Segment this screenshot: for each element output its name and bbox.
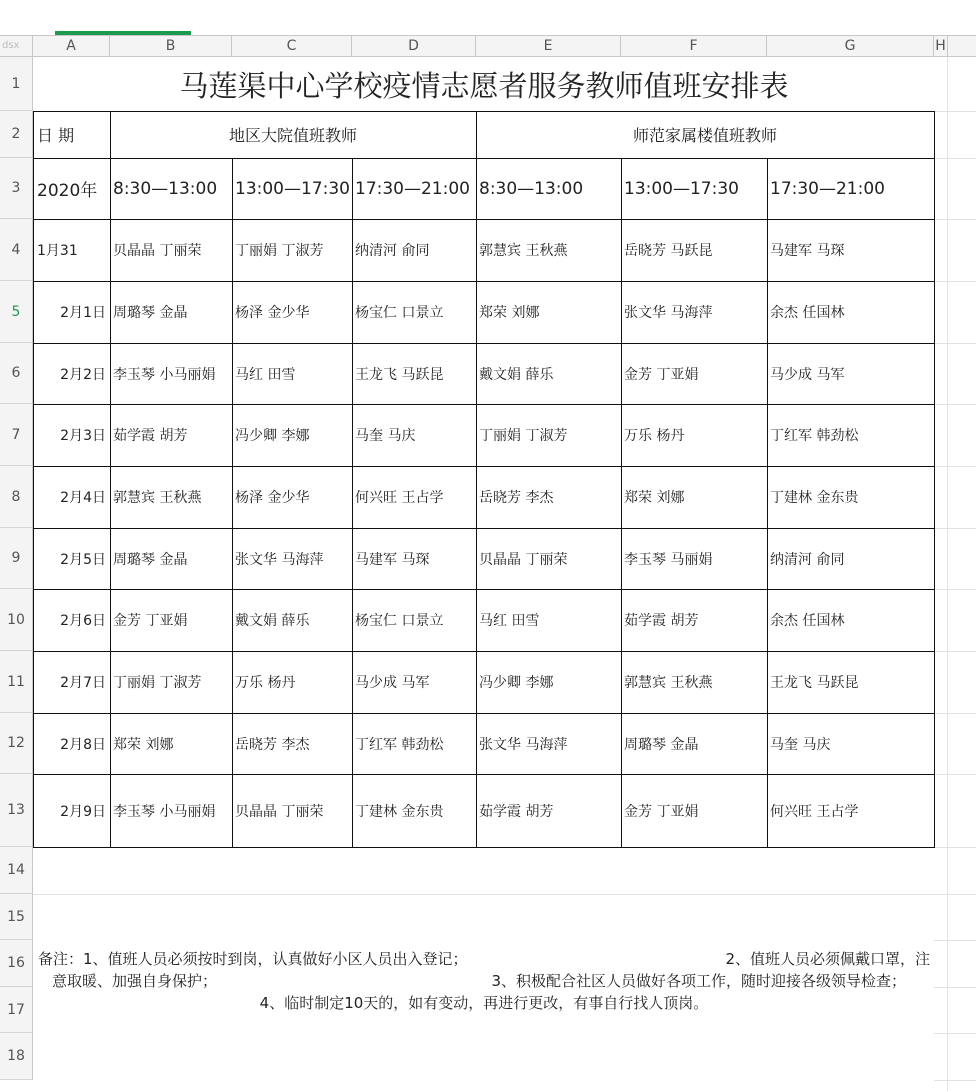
row-header[interactable]: 12: [0, 713, 33, 774]
shift-header[interactable]: 13:00—17:30: [235, 178, 350, 199]
duty-cell[interactable]: 张文华 马海萍: [235, 551, 324, 568]
cell-border: [33, 713, 935, 714]
row-header[interactable]: 2: [0, 111, 33, 158]
remark-line: 3、积极配合社区人员做好各项工作，随时迎接各级领导检查；: [491, 972, 906, 990]
date-cell[interactable]: 2月6日: [60, 613, 106, 629]
gridline: [934, 404, 976, 405]
cell-border: [33, 589, 935, 590]
gridline: [934, 111, 976, 112]
duty-cell[interactable]: 马少成 马军: [770, 366, 845, 383]
duty-cell[interactable]: 郑荣 刘娜: [624, 490, 685, 506]
cell-border: [352, 158, 353, 848]
duty-cell[interactable]: 李玉琴 小马丽娟: [113, 803, 216, 820]
row-header[interactable]: 4: [0, 219, 33, 281]
remark-line: 意取暖、加强自身保护；: [52, 972, 218, 990]
duty-cell[interactable]: 余杰 任国林: [770, 613, 845, 629]
cell-border: [476, 111, 477, 848]
row-header[interactable]: 11: [0, 651, 33, 713]
row-header[interactable]: 7: [0, 404, 33, 466]
duty-cell[interactable]: 周璐琴 金晶: [113, 305, 188, 321]
gridline: [934, 343, 976, 344]
gridline: [934, 281, 976, 282]
gridline: [934, 651, 976, 652]
duty-cell[interactable]: 岳晓芳 李杰: [235, 736, 310, 753]
date-cell[interactable]: 2月1日: [60, 305, 106, 321]
duty-cell[interactable]: 岳晓芳 李杰: [479, 490, 554, 506]
duty-cell[interactable]: 马红 田雪: [235, 366, 296, 383]
column-header-bar: [0, 35, 976, 57]
duty-cell[interactable]: 丁建林 金东贵: [770, 490, 859, 506]
duty-cell[interactable]: 王龙飞 马跃昆: [770, 675, 859, 691]
row-header[interactable]: 17: [0, 987, 33, 1033]
duty-cell[interactable]: 马少成 马军: [355, 675, 430, 691]
gridline: [934, 1080, 976, 1081]
duty-cell[interactable]: 冯少卿 李娜: [479, 675, 554, 691]
cell-border: [33, 651, 935, 652]
row-header-active[interactable]: 5: [0, 281, 33, 343]
column-header-e[interactable]: E: [476, 36, 621, 56]
gridline: [934, 1033, 976, 1034]
duty-cell[interactable]: 郭慧宾 王秋燕: [624, 675, 713, 691]
duty-cell[interactable]: 丁丽娟 丁淑芳: [479, 428, 568, 444]
remark-line: 备注：1、值班人员必须按时到岗，认真做好小区人员出入登记；: [38, 950, 468, 968]
shift-header[interactable]: 8:30—13:00: [479, 178, 584, 199]
duty-cell[interactable]: 万乐 杨丹: [235, 675, 296, 691]
group-header-dorm[interactable]: 师范家属楼值班教师: [632, 126, 777, 145]
row-header[interactable]: 14: [0, 847, 33, 894]
row-header[interactable]: 9: [0, 528, 33, 589]
duty-cell[interactable]: 王龙飞 马跃昆: [355, 366, 444, 383]
row-header[interactable]: 3: [0, 158, 33, 219]
duty-cell[interactable]: 郭慧宾 王秋燕: [113, 490, 202, 506]
gridline: [33, 894, 934, 895]
gridline: [934, 466, 976, 467]
duty-cell[interactable]: 马建军 马琛: [355, 551, 430, 568]
cell-border: [33, 528, 935, 529]
row-header[interactable]: 16: [0, 940, 33, 987]
duty-cell[interactable]: 纳清河 俞同: [770, 551, 845, 568]
duty-cell[interactable]: 杨宝仁 口景立: [355, 305, 444, 321]
row-header[interactable]: 1: [0, 57, 33, 111]
gridline: [934, 158, 976, 159]
duty-cell[interactable]: 杨泽 金少华: [235, 305, 310, 321]
remark-line: 2、值班人员必须佩戴口罩，注: [725, 950, 930, 968]
row-header[interactable]: 6: [0, 343, 33, 404]
shift-header[interactable]: 17:30—21:00: [770, 178, 885, 199]
duty-cell[interactable]: 丁丽娟 丁淑芳: [235, 243, 324, 259]
cell-border: [934, 111, 935, 848]
duty-cell[interactable]: 戴文娟 薛乐: [479, 366, 554, 383]
shift-header[interactable]: 13:00—17:30: [624, 178, 739, 199]
row-header[interactable]: 13: [0, 774, 33, 847]
gridline: [934, 589, 976, 590]
duty-cell[interactable]: 冯少卿 李娜: [235, 428, 310, 444]
duty-cell[interactable]: 何兴旺 王占学: [355, 490, 444, 506]
cell-border: [621, 158, 622, 848]
duty-cell[interactable]: 周璐琴 金晶: [624, 736, 699, 753]
duty-cell[interactable]: 郑荣 刘娜: [479, 305, 540, 321]
duty-cell[interactable]: 岳晓芳 马跃昆: [624, 243, 713, 259]
duty-cell[interactable]: 张文华 马海萍: [479, 736, 568, 753]
cell-border: [33, 158, 935, 159]
gridline: [934, 987, 976, 988]
duty-cell[interactable]: 纳清河 俞同: [355, 243, 430, 259]
year-cell[interactable]: 2020年: [37, 181, 98, 201]
duty-cell[interactable]: 何兴旺 王占学: [770, 803, 859, 820]
cell-border: [33, 111, 935, 112]
sheet-title[interactable]: 马莲渠中心学校疫情志愿者服务教师值班安排表: [179, 68, 789, 103]
gridline: [934, 894, 976, 895]
duty-cell[interactable]: 贝晶晶 丁丽荣: [113, 243, 202, 259]
shift-header[interactable]: 8:30—13:00: [113, 178, 218, 199]
column-header-f[interactable]: F: [621, 36, 767, 56]
group-header-compound[interactable]: 地区大院值班教师: [228, 126, 357, 145]
shift-header[interactable]: 17:30—21:00: [355, 178, 470, 199]
cell-border: [232, 158, 233, 848]
cell-border: [33, 774, 935, 775]
duty-cell[interactable]: 丁红军 韩劲松: [355, 736, 444, 753]
duty-cell[interactable]: 郭慧宾 王秋燕: [479, 243, 568, 259]
column-header-b[interactable]: B: [110, 36, 232, 56]
date-cell[interactable]: 2月5日: [60, 551, 106, 568]
gridline: [934, 774, 976, 775]
row-header[interactable]: 10: [0, 589, 33, 651]
gridline: [934, 713, 976, 714]
duty-cell[interactable]: 郑荣 刘娜: [113, 736, 174, 753]
duty-cell[interactable]: 茹学霞 胡芳: [113, 428, 188, 444]
date-cell[interactable]: 2月3日: [60, 428, 106, 444]
date-cell[interactable]: 1月31: [37, 243, 78, 259]
column-header-g[interactable]: G: [767, 36, 934, 56]
column-header-a[interactable]: A: [33, 36, 110, 56]
duty-cell[interactable]: 马奎 马庆: [770, 736, 831, 753]
duty-cell[interactable]: 杨宝仁 口景立: [355, 613, 444, 629]
duty-cell[interactable]: 丁丽娟 丁淑芳: [113, 675, 202, 691]
remarks[interactable]: [34, 948, 934, 1014]
gridline: [947, 57, 948, 1091]
cell-border: [33, 404, 935, 405]
remark-line: 4、临时制定10天的，如有变动，再进行更改，有事自行找人顶岗。: [259, 994, 709, 1012]
cell-border: [33, 111, 34, 848]
gridline: [934, 847, 976, 848]
duty-cell[interactable]: 贝晶晶 丁丽荣: [235, 803, 324, 820]
date-cell[interactable]: 2月8日: [60, 736, 106, 753]
gridline: [934, 940, 976, 941]
toolbar-area: [0, 0, 976, 35]
duty-cell[interactable]: 杨泽 金少华: [235, 490, 310, 506]
column-header-c[interactable]: C: [232, 36, 352, 56]
cell-border: [767, 158, 768, 848]
duty-cell[interactable]: 李玉琴 马丽娟: [624, 551, 713, 568]
cell-border: [33, 281, 935, 282]
duty-cell[interactable]: 马建军 马琛: [770, 243, 845, 259]
duty-cell[interactable]: 金芳 丁亚娟: [624, 803, 699, 820]
duty-cell[interactable]: 余杰 任国林: [770, 305, 845, 321]
duty-cell[interactable]: 茹学霞 胡芳: [624, 613, 699, 629]
duty-cell[interactable]: 丁建林 金东贵: [355, 803, 444, 820]
duty-cell[interactable]: 贝晶晶 丁丽荣: [479, 551, 568, 568]
date-cell[interactable]: 2月2日: [60, 366, 106, 383]
cell-border: [33, 847, 935, 848]
duty-cell[interactable]: 茹学霞 胡芳: [479, 803, 554, 820]
duty-cell[interactable]: 万乐 杨丹: [624, 428, 685, 444]
duty-cell[interactable]: 周璐琴 金晶: [113, 551, 188, 568]
gridline: [934, 219, 976, 220]
column-header-d[interactable]: D: [352, 36, 476, 56]
row-header[interactable]: 18: [0, 1033, 33, 1080]
duty-cell[interactable]: 戴文娟 薛乐: [235, 613, 310, 629]
cell-border: [110, 111, 111, 848]
duty-cell[interactable]: 马奎 马庆: [355, 428, 416, 444]
duty-cell[interactable]: 金芳 丁亚娟: [113, 613, 188, 629]
gridline: [934, 528, 976, 529]
duty-cell[interactable]: 李玉琴 小马丽娟: [113, 366, 216, 383]
date-header[interactable]: 日 期: [37, 126, 75, 145]
row-header[interactable]: 15: [0, 894, 33, 940]
duty-cell[interactable]: 马红 田雪: [479, 613, 540, 629]
cell-border: [33, 219, 935, 220]
cell-border: [33, 343, 935, 344]
date-cell[interactable]: 2月7日: [60, 675, 106, 691]
duty-cell[interactable]: 丁红军 韩劲松: [770, 428, 859, 444]
cell-border: [33, 466, 935, 467]
duty-cell[interactable]: 金芳 丁亚娟: [624, 366, 699, 383]
column-header-h[interactable]: H: [934, 36, 948, 56]
row-header[interactable]: 8: [0, 466, 33, 528]
date-cell[interactable]: 2月4日: [60, 490, 106, 506]
date-cell[interactable]: 2月9日: [60, 803, 106, 820]
select-all-corner[interactable]: dsx: [0, 36, 33, 56]
duty-cell[interactable]: 张文华 马海萍: [624, 305, 713, 321]
